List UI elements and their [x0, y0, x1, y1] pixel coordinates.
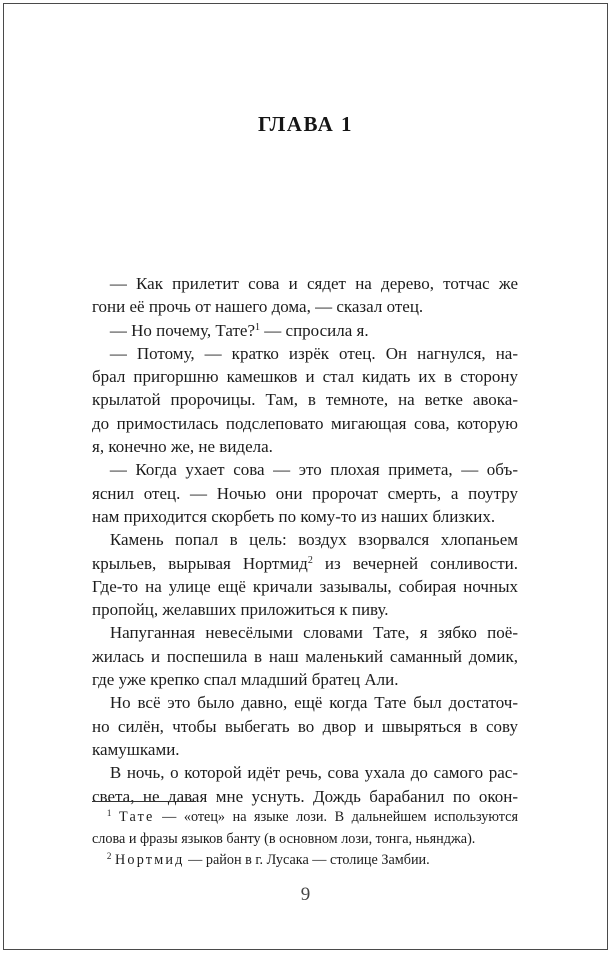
footnote-divider — [92, 801, 196, 802]
footnote-text: — район в г. Лусака — столице Замбии. — [184, 852, 430, 868]
footnote-ref[interactable]: 2 — [307, 554, 313, 566]
footnote-ref[interactable]: 1 — [255, 321, 261, 333]
footnote-1-cont: слова и фразы языков банту (в основном лози, тонга, ньянджа). — [92, 830, 476, 847]
main-text — [92, 272, 518, 808]
text-line: жилась и поспешила в наш маленький саманный домик, — [92, 646, 518, 666]
text-line: Камень попал в цель: воздух взорвался хлопаньем — [109, 530, 518, 550]
chapter-title: ГЛАВА 1 — [257, 112, 354, 136]
text-line: камушками. — [92, 739, 180, 759]
text-line: я, конечно же, не видела. — [92, 437, 273, 457]
text-line: брал пригоршню камешков и стал кидать их в сторону — [92, 367, 518, 387]
text-line: яснил отец. — Ночью они пророчат смерть, а поутру — [92, 483, 518, 503]
footnote-term: Тате — [118, 809, 155, 825]
text-fragment: — Но почему, Тате? — [109, 320, 256, 340]
footnote-mark: 2 — [106, 851, 112, 861]
text-line — [92, 319, 518, 342]
text-line: пропойц, желавших приложиться к пиву. — [92, 600, 389, 620]
footnotes — [92, 807, 518, 872]
text-line: — Когда ухает сова — это плохая примета, — объ- — [109, 460, 518, 480]
text-line: крылатой пророчицы. Там, в темноте, на ветке авока- — [92, 390, 518, 410]
text-line: Но всё это было давно, ещё когда Тате был достаточ- — [109, 693, 518, 713]
text-line: до примостилась подслеповато мигающая сова, которую — [92, 413, 518, 433]
text-fragment: — спросила я. — [264, 320, 369, 340]
book-page — [3, 3, 608, 950]
text-line: света, не давая мне уснуть. Дождь барабанил по окон- — [92, 786, 518, 806]
footnote-term: Нортмид — [114, 852, 185, 868]
footnote-2 — [92, 850, 518, 872]
page-number: 9 — [300, 884, 311, 905]
text-line: Где-то на улице ещё кричали зазывалы, собирая ночных — [92, 576, 518, 596]
text-line: В ночь, о которой идёт речь, сова ухала до самого рас- — [109, 763, 518, 783]
text-line: но силён, чтобы выбегать во двор и швыряться в сову — [92, 716, 518, 736]
footnote-text: — «отец» на языке лози. В дальнейшем используются — [154, 809, 519, 825]
text-line: где уже крепко спал младший братец Али. — [92, 670, 399, 690]
text-fragment: крыльев, вырывая Нортмид — [92, 553, 308, 573]
text-line: нам приходится скорбеть по кому-то из наших близких. — [92, 506, 496, 526]
text-fragment: из вечерней сонливости. — [312, 553, 518, 573]
text-line: — Как прилетит сова и сядет на дерево, тотчас же — [109, 274, 518, 293]
footnote-1 — [92, 807, 518, 829]
text-line: гони её прочь от нашего дома, — сказал отец. — [92, 297, 424, 317]
text-line: — Потому, — кратко изрёк отец. Он нагнулся, на- — [109, 343, 518, 363]
footnote-mark: 1 — [106, 808, 112, 818]
text-line: Напуганная невесёлыми словами Тате, я зябко поё- — [109, 623, 518, 643]
text-line — [92, 552, 518, 575]
